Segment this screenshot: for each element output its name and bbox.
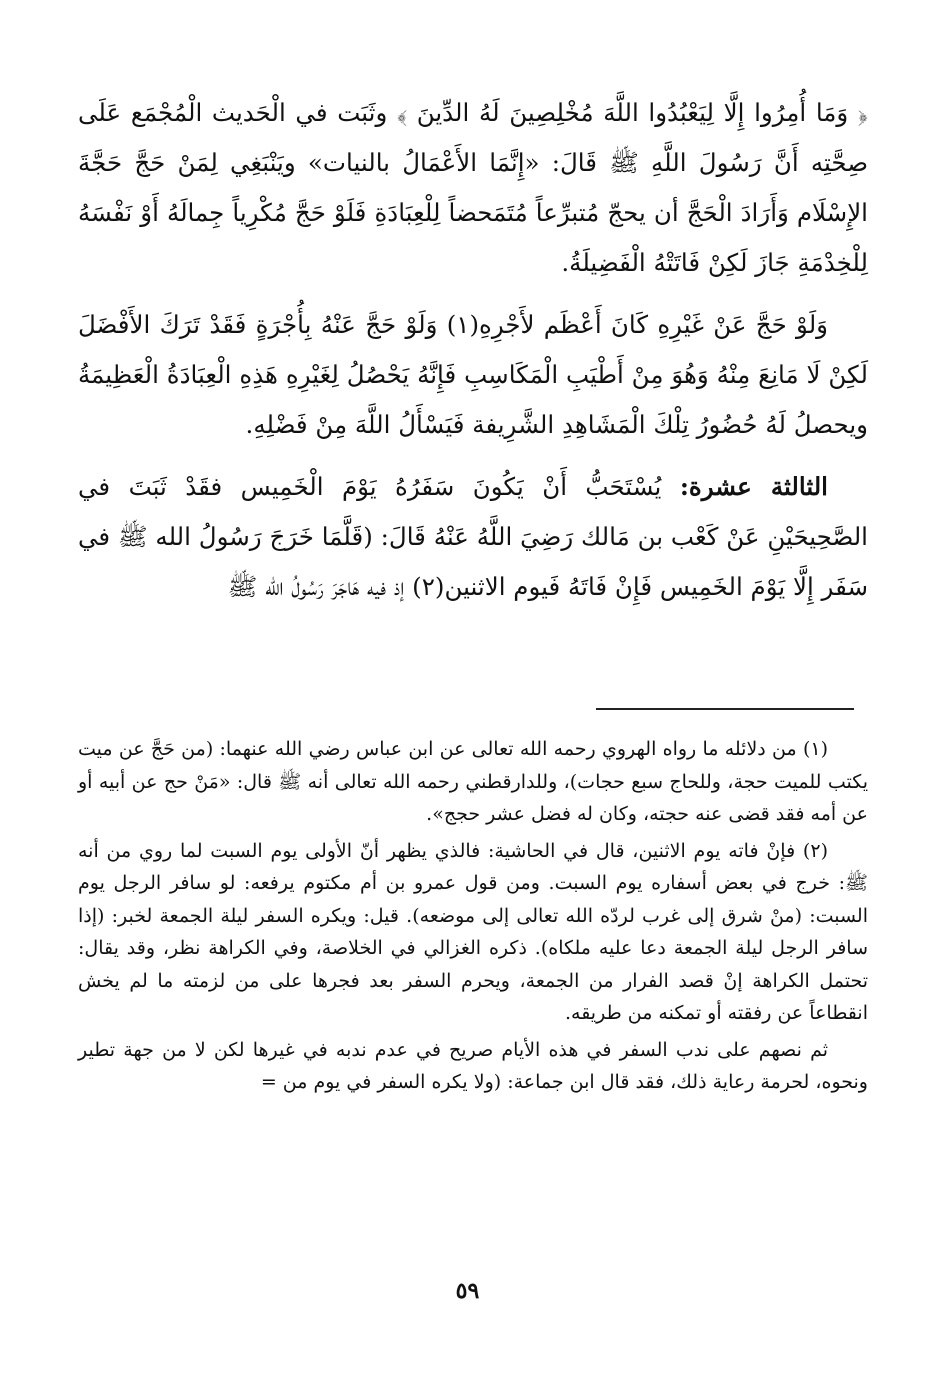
paragraph-3-body: يُسْتَحَبُّ أَنْ يَكُونَ سَفَرُهُ يَوْمَ الْخَمِيس فقَدْ ثَبَتَ في الصَّحِيحَيْنِ عَنْ كَعْب بن مَالك رَضِيَ اللَّهُ عَنْهُ قَالَ: (قَلَّمَا خَرَجَ رَسُولُ الله ﷺ في سَفَر إِلَّا يَوْمَ الخَمِيس فَإِنْ فَاتَهُ فَيوم الاثنين(٢) إذ فيه هَاجَرَ رَسُولُ الله ﷺ — [78, 472, 868, 601]
paragraph-3 — [78, 462, 868, 612]
page-number: ٥٩ — [455, 1278, 480, 1304]
paragraph-3-lead: الثالثة عشرة: — [679, 472, 828, 501]
footnotes — [78, 733, 868, 1103]
footnote-1: (١) من دلائله ما رواه الهروي رحمه الله تعالى عن ابن عباس رضي الله عنهما: (من حَجَّ عن ميت يكتب للميت حجة، وللحاج سبع حجات)، وللدارقطني رحمه الله تعالى أنه ﷺ قال: «مَنْ حج عن أبيه أو عن أمه فقد قضى عنه حجته، وكان له فضل عشر حجج». — [78, 738, 868, 825]
paragraph-1: ﴿ وَمَا أُمِرُوا إِلَّا لِيَعْبُدُوا اللَّهَ مُخْلِصِينَ لَهُ الدِّينَ ﴾ وثَبَت في الْحَديث الْمُجْمَع عَلَى صِحَّتِه أَنَّ رَسُولَ اللَّهِ ﷺ قَالَ: «إِنَّمَا الأَعْمَالُ بالنيات» ويَنْبَغِي لِمَنْ حَجَّ حَجَّةَ الإِسْلَام وَأَرَادَ الْحَجَّ أن يحجّ مُتبرِّعاً مُتَمَحضاً لِلْعِبَادَةِ فَلَوْ حَجَّ مُكْرِياً جِمالَهُ أَوْ نَفْسَهُ لِلْخِدْمَةِ جَازَ لَكِنْ فَاتَتْهُ الْفَضِيلَةُ. — [78, 98, 868, 277]
footnote-divider — [596, 708, 854, 710]
footnote-2: (٢) فإنْ فاته يوم الاثنين، قال في الحاشية: فالذي يظهر أنّ الأولى يوم السبت لما روي من أنه ﷺ: خرج في بعض أسفاره يوم السبت. ومن قول عمرو بن أم مكتوم يرفعه: لو سافر الرجل يوم السبت: (منْ شرق إلى غرب لردّه الله تعالى إلى موضعه). قيل: ويكره السفر ليلة الجمعة لخبر: (إذا سافر الرجل ليلة الجمعة دعا عليه ملكاه). ذكره الغزالي في الخلاصة، وفي الكراهة نظر، وقد يقال: تحتمل الكراهة إنْ قصد الفرار من الجمعة، ويحرم السفر بعد فجرها على من لزمته ما لم يخش انقطاعاً عن رفقته أو تمكنه من طريقه. — [78, 839, 868, 1024]
footnote-3: ثم نصهم على ندب السفر في هذه الأيام صريح في عدم ندبه في غيرها لكن لا من جهة تطير ونحوه، لحرمة رعاية ذلك، فقد قال ابن جماعة: (ولا يكره السفر في يوم من = — [78, 1038, 868, 1093]
main-text — [78, 88, 868, 624]
paragraph-2: وَلَوْ حَجَّ عَنْ غَيْرِهِ كَانَ أَعْظَم لأَجْرِهِ(١) وَلَوْ حَجَّ عَنْهُ بِأُجْرَةٍ فَقَدْ تَرَكَ الأَفْضَلَ لَكِنْ لَا مَانِعَ مِنْهُ وَهُوَ مِنْ أَطْيَبِ الْمَكَاسِبِ فَإِنَّهُ يَحْصُلُ لِغَيْرِهِ هَذِهِ الْعِبَادَةُ الْعَظِيمَةُ ويحصلُ لَهُ حُضُورُ تِلْكَ الْمَشَاهِدِ الشَّرِيفة فَيَسْأَلُ اللَّهَ مِنْ فَضْلِهِ. — [78, 310, 868, 439]
